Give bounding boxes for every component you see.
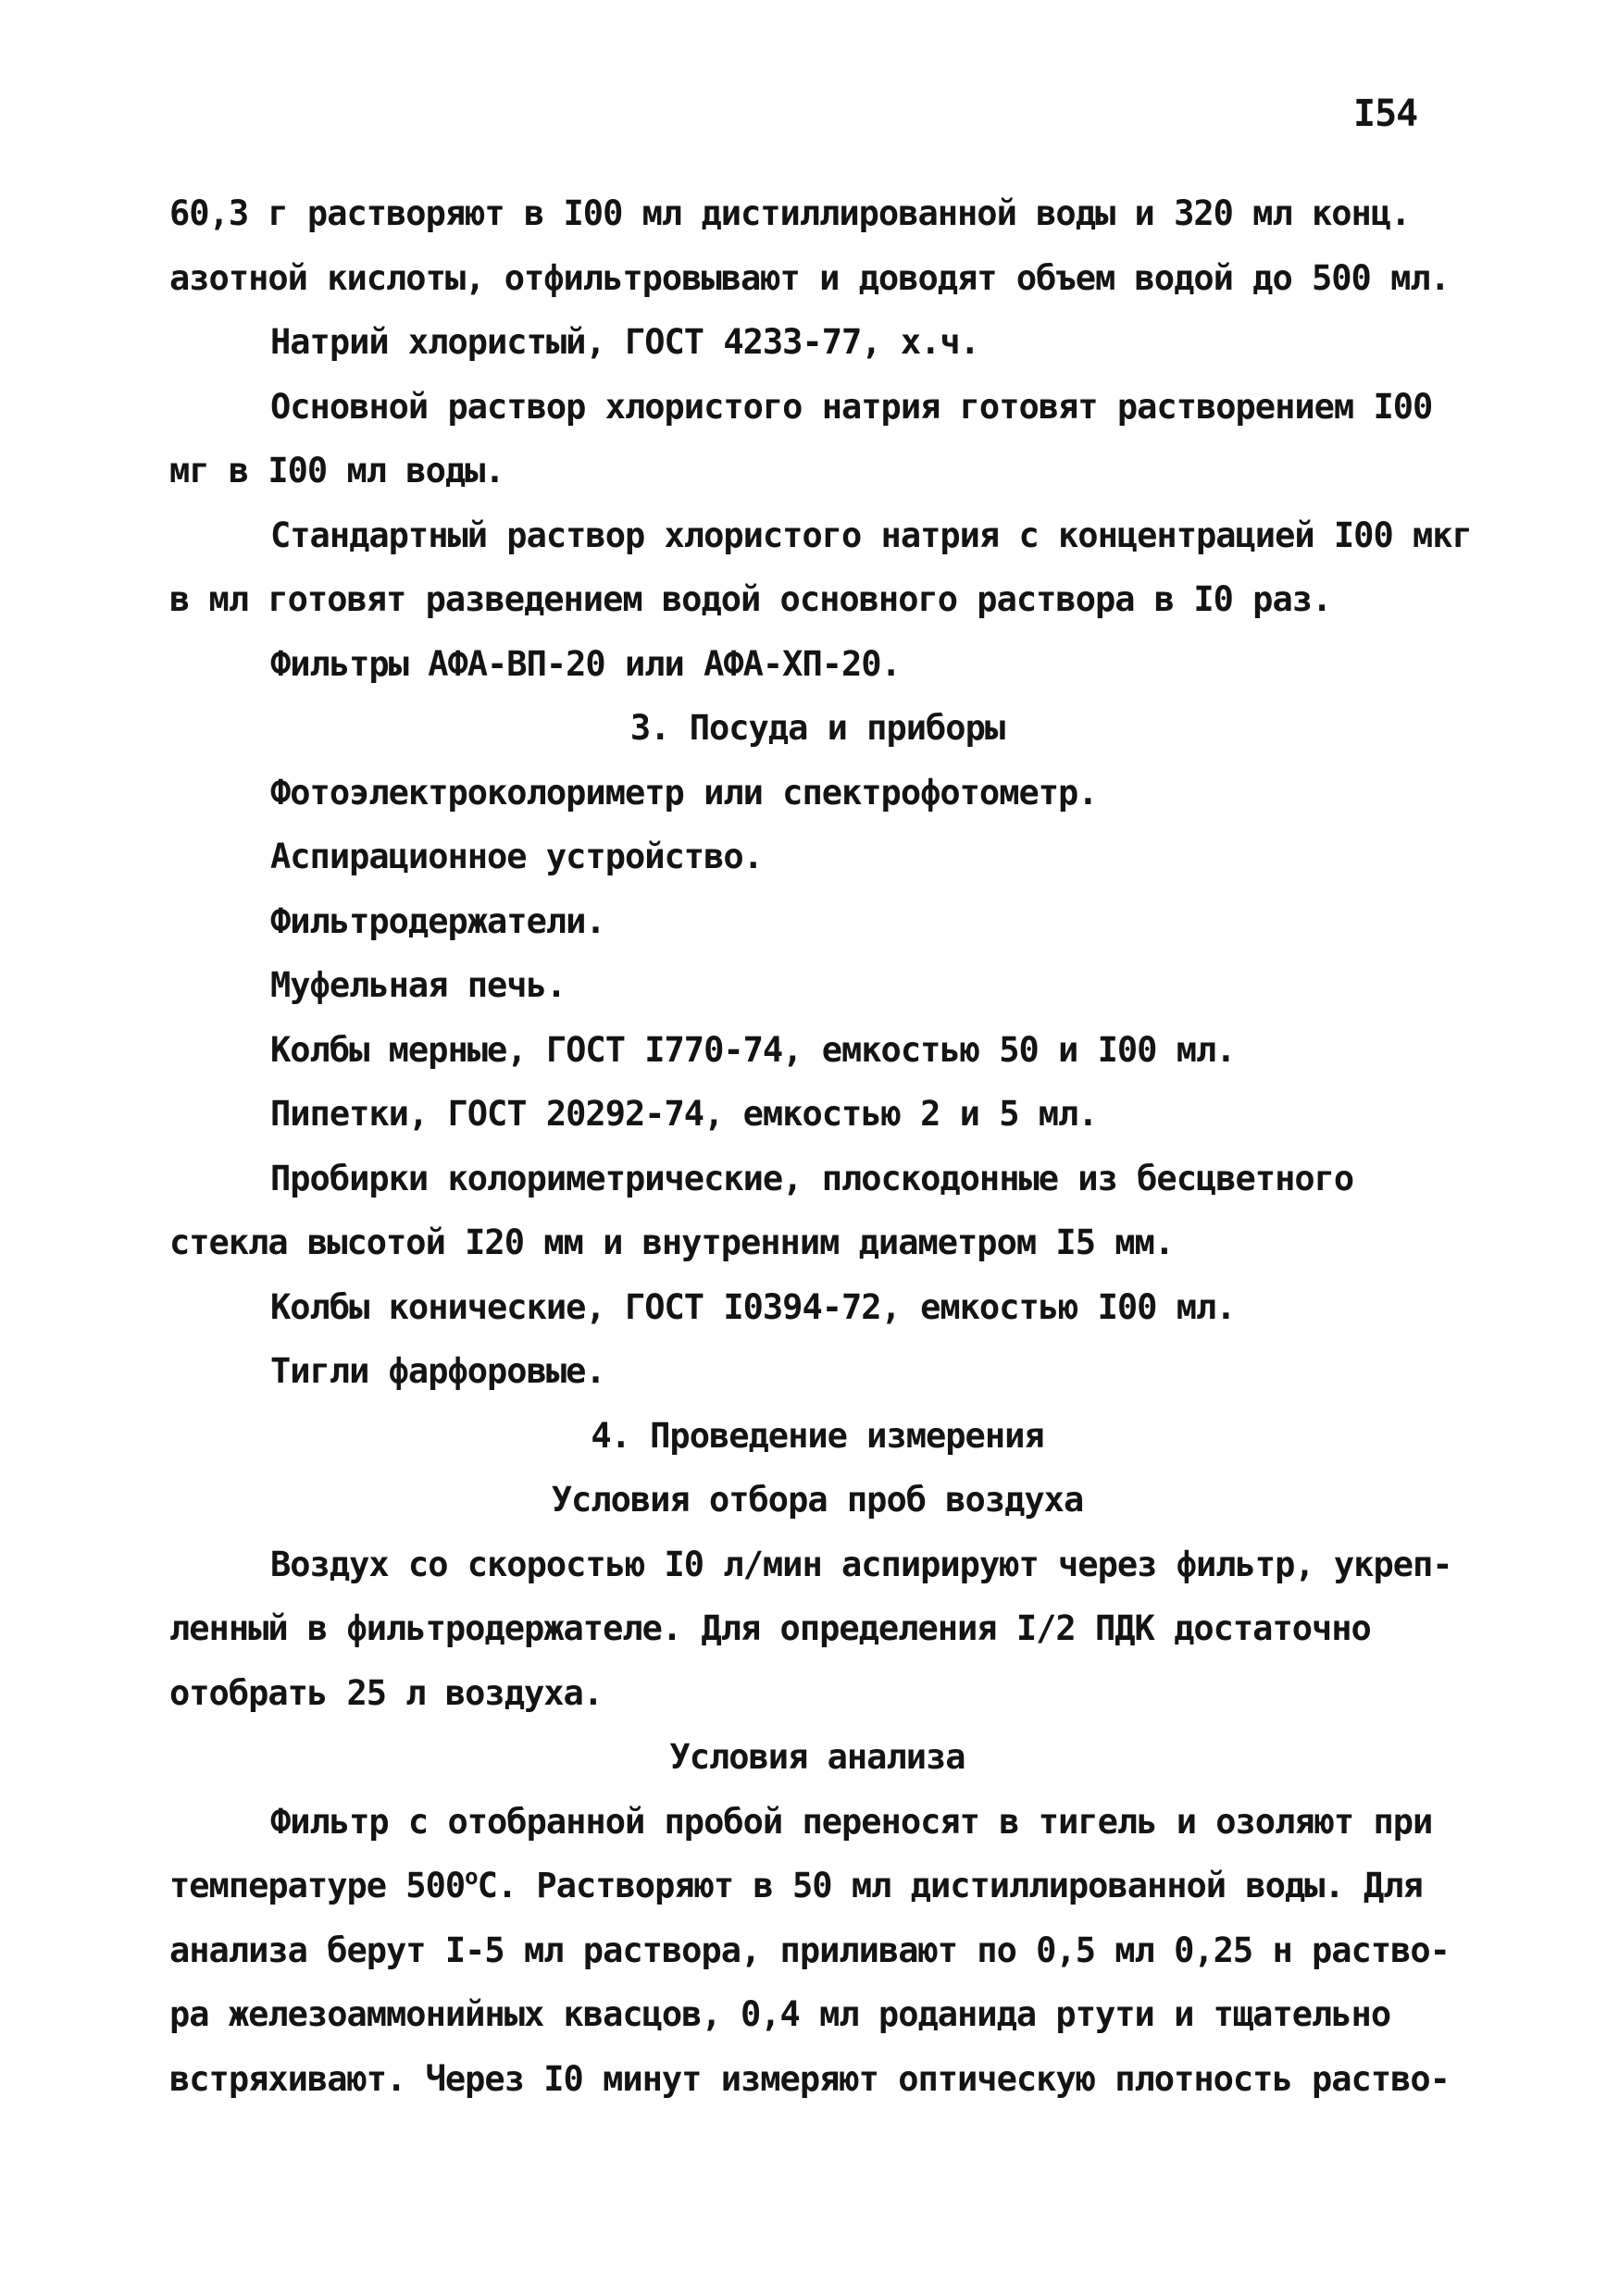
paragraph-line: Фотоэлектроколориметр или спектрофотометр. [270, 772, 1098, 813]
paragraph-line: Аспирационное устройство. [270, 837, 763, 876]
subsection-heading: Условия отбора проб воздуха [551, 1480, 1084, 1520]
text-line [169, 1854, 1465, 1918]
text-fragment: температуре 500 [169, 1866, 466, 1905]
paragraph-line: Муфельная печь. [270, 965, 567, 1005]
paragraph-line: Натрий хлористый, ГОСТ 4233-77, х.ч. [270, 322, 979, 362]
text-line: азотной кислоты, отфильтровывают и доводят объем водой до 500 мл. [169, 257, 1450, 298]
paragraph-line: Фильтродержатели. [270, 900, 605, 941]
section-heading: 4. Проведение измерения [591, 1415, 1044, 1456]
text-line: мг в I00 мл воды. [169, 451, 504, 490]
paragraph-line: Колбы мерные, ГОСТ I770-74, емкостью 50 и I00 мл. [270, 1029, 1236, 1070]
text-line: 60,3 г растворяют в I00 мл дистиллированной воды и 320 мл конц. [169, 193, 1411, 233]
paragraph-line: Фильтр с отобранной пробой переносят в тигель и озоляют при [270, 1801, 1433, 1842]
page-number: I54 [1353, 93, 1418, 135]
text-line: отобрать 25 л воздуха. [169, 1672, 604, 1713]
paragraph-line: Воздух со скоростью I0 л/мин аспирируют через фильтр, укреп- [270, 1544, 1452, 1584]
text-line: ра железоаммонийных квасцов, 0,4 мл роданида ртути и тщательно [169, 1994, 1391, 2034]
paragraph-line: Основной раствор хлористого натрия готовят растворением I00 [270, 386, 1433, 427]
text-line: в мл готовят разведением водой основного раствора в I0 раз. [169, 579, 1332, 619]
text-line: ленный в фильтродержателе. Для определения I/2 ПДК достаточно [169, 1608, 1371, 1648]
degree-superscript: o [465, 1864, 478, 1890]
paragraph-line: Фильтры АФА-ВП-20 или АФА-ХП-20. [270, 643, 901, 684]
text-line: анализа берут I-5 мл раствора, приливают по 0,5 мл 0,25 н раство- [169, 1930, 1450, 1970]
paragraph-line: Тигли фарфоровые. [270, 1351, 605, 1391]
paragraph-line: Пробирки колориметрические, плоскодонные из бесцветного [270, 1158, 1354, 1198]
text-fragment: С. Растворяют в 50 мл дистиллированной воды. Для [477, 1866, 1423, 1905]
document-body [169, 181, 1472, 2111]
text-line: встряхивают. Через I0 минут измеряют оптическую плотность раство- [169, 2058, 1450, 2099]
section-heading: 3. Посуда и приборы [629, 708, 1005, 748]
paragraph-line: Колбы конические, ГОСТ I0394-72, емкостью I00 мл. [270, 1286, 1236, 1327]
subsection-heading: Условия анализа [669, 1737, 965, 1777]
paragraph-line: Стандартный раствор хлористого натрия с концентрацией I00 мкг [270, 515, 1472, 555]
text-line: стекла высотой I20 мм и внутренним диаметром I5 мм. [169, 1222, 1175, 1262]
paragraph-line: Пипетки, ГОСТ 20292-74, емкостью 2 и 5 мл. [270, 1094, 1098, 1134]
